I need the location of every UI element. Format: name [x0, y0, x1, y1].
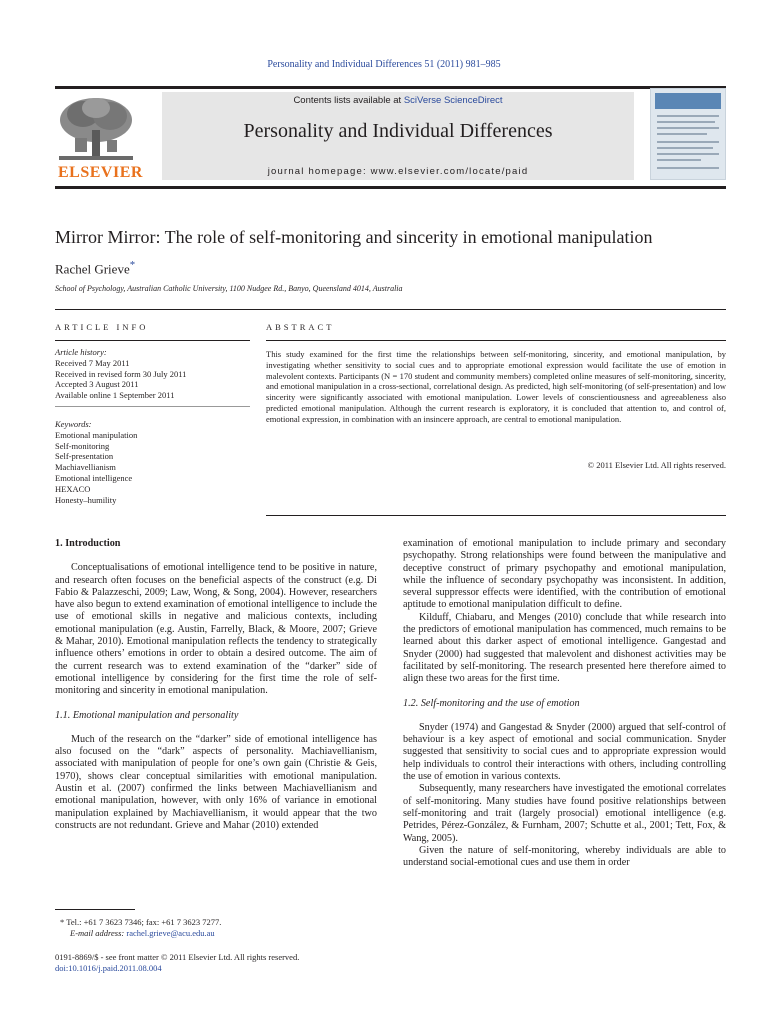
- doi-link[interactable]: doi:10.1016/j.paid.2011.08.004: [55, 963, 162, 973]
- journal-title: Personality and Individual Differences: [243, 120, 553, 142]
- given-paragraph: Given the nature of self-monitoring, whereby individuals are able to understand social-emotional cues and use them in order: [403, 844, 726, 869]
- kilduff-paragraph: Kilduff, Chiabaru, and Menges (2010) conclude that while research into the predictors of emotional manipulation has commenced, much remains to be learned about this darker aspect of emotional intelligence. Gangestad and Snyder (2000) had suggested that malevolent and dishonest activities may be facilitated by self-monitoring. The research presented here therefore aimed to align these two areas for the first time.: [403, 611, 726, 685]
- intro-paragraph: Conceptualisations of emotional intelligence tend to be positive in nature, and research often focuses on the beneficial aspects of the construct (e.g. Di Fabio & Palazzeschi, 2009; Law, Wong, & Song, 2004). However, researchers have also begun to extend examination of emotional intelligence to include the use of emotional skills in negative and malicious contexts, including emotional manipulation (e.g. Austin, Farrelly, Black, & Moore, 2007; Grieve & Mahar, 2010). Emotional manipulation reflects the tendency to strategically influence others’ emotions in order to obtain a desired outcome. The aim of the current research was to extend examination of the “darker” side of emotional intelligence by considering for the first time the role of self-monitoring and sincerity in emotional manipulation.: [55, 562, 377, 697]
- subsection-heading-self-monitoring: 1.2. Self-monitoring and the use of emotion: [403, 697, 580, 709]
- author-footnote-mark[interactable]: *: [129, 259, 136, 271]
- left-body-column: [55, 538, 377, 832]
- footnote-mark: *: [60, 917, 65, 927]
- footnote-tel: Tel.: +61 7 3623 7346; fax: +61 7 3623 7277.: [66, 917, 222, 927]
- journal-citation[interactable]: Personality and Individual Differences 51 (2011) 981–985: [267, 59, 501, 70]
- section-heading-introduction: 1. Introduction: [55, 538, 121, 549]
- keyword-item: Self-monitoring: [55, 440, 110, 451]
- cover-banner: [655, 93, 721, 109]
- keywords-list: [55, 419, 255, 505]
- keyword-item: Self-presentation: [55, 451, 114, 462]
- subsequently-paragraph: Subsequently, many researchers have investigated the emotional correlates of self-monitoring. Many studies have found positive relationships between self-monitoring and trait (largely prosocial) emotional intelligence (e.g. Petrides, Pérez-González, & Furnham, 2007; Schutte et al., 2001; Tett, Fox, & Wang, 2005).: [403, 783, 726, 844]
- abstract-copyright: © 2011 Elsevier Ltd. All rights reserved.: [587, 460, 726, 470]
- keyword-item: HEXACO: [55, 483, 91, 494]
- snyder-paragraph: Snyder (1974) and Gangestad & Snyder (2000) argued that self-control of behaviour is a key aspect of emotional and social communication. Snyder suggested that sensitivity to social cues and to appropriate expression would help individuals to control their interactions with others, including controlling the use of emotion in various contexts.: [403, 721, 726, 783]
- abstract-bottom-rule: [266, 515, 726, 516]
- article-history: [55, 347, 255, 401]
- right-body-column: [403, 538, 726, 869]
- author-affiliation: School of Psychology, Australian Catholic University, 1100 Nudgee Rd., Banyo, Queensland 4014, Australia: [55, 284, 403, 293]
- author-line: [55, 259, 135, 277]
- front-matter-info: [55, 952, 385, 974]
- abstract-rule: [266, 340, 726, 341]
- author-name: Rachel Grieve: [55, 261, 130, 277]
- history-item: Received in revised form 30 July 2011: [55, 368, 187, 379]
- title-separator-rule: [55, 309, 726, 310]
- history-label: Article history:: [55, 347, 107, 357]
- journal-cover-thumbnail: [650, 88, 726, 180]
- history-item: Available online 1 September 2011: [55, 390, 175, 401]
- journal-homepage[interactable]: journal homepage: www.elsevier.com/locate/paid: [267, 166, 529, 177]
- footnote-email-label: E-mail address:: [70, 928, 125, 938]
- history-keywords-divider: [55, 406, 250, 407]
- article-title: Mirror Mirror: The role of self-monitoring and sincerity in emotional manipulation: [55, 227, 653, 247]
- article-info-rule: [55, 340, 250, 341]
- keyword-item: Honesty–humility: [55, 494, 117, 505]
- footnote-email-link[interactable]: rachel.grieve@acu.edu.au: [126, 928, 215, 938]
- subsection-heading-personality: 1.1. Emotional manipulation and personality: [55, 709, 239, 721]
- contents-prefix: Contents lists available at: [293, 95, 404, 106]
- keyword-item: Machiavellianism: [55, 462, 116, 473]
- tree-icon: [55, 94, 137, 164]
- issn-line: 0191-8869/$ - see front matter © 2011 Elsevier Ltd. All rights reserved.: [55, 952, 300, 962]
- elsevier-wordmark: ELSEVIER: [58, 164, 143, 181]
- continuation-paragraph: examination of emotional manipulation to include primary and secondary psychopathy. Strong relationships were found between the manipulative and deceptive construct of primary psychopathy and emotional manipulation, while the influence of secondary psychopathy was inconsistent. In addition, several suppressor effects were identified, with the contribution of emotional aptitude to emotional manipulation difficult to define.: [403, 538, 726, 611]
- header-bottom-rule: [55, 186, 726, 189]
- history-item: Received 7 May 2011: [55, 357, 130, 368]
- elsevier-tree-logo: [55, 94, 137, 164]
- sciencedirect-link[interactable]: SciVerse ScienceDirect: [403, 95, 503, 106]
- header-top-rule: [55, 86, 726, 89]
- abstract-text: This study examined for the first time the relationships between self-monitoring, sincerity, and emotional manipulation, by investigating whether sensitivity to social cues and to appropriate emotional expression would facilitate the use of emotion in malevolent contexts. Participants (N = 170 student and community members) completed online measures of self-monitoring, sincerity, and emotional manipulation in a cross-sectional, correlational design. As predicted, high self-monitoring (of self-presentation) and low sincerity were significantly associated with emotional manipulation. Lower levels of conscientiousness and agreeableness also predicted emotional manipulation. Although the current research is exploratory, it is concluded that attention to, and control of, emotional expression, in combination with an insincere approach, are central to emotional manipulation.: [266, 349, 726, 424]
- keywords-label: Keywords:: [55, 419, 92, 429]
- article-info-heading: ARTICLE INFO: [55, 322, 149, 332]
- author-footnote: [60, 917, 380, 939]
- history-item: Accepted 3 August 2011: [55, 379, 139, 390]
- footnote-rule: [55, 909, 135, 910]
- keyword-item: Emotional intelligence: [55, 472, 133, 483]
- abstract-heading: ABSTRACT: [266, 322, 335, 332]
- keyword-item: Emotional manipulation: [55, 429, 138, 440]
- personality-paragraph: Much of the research on the “darker” side of emotional intelligence has also focused on the “dark” aspects of personality. Machiavellianism, associated with manipulation of people for one’s own gain (Christie & Geis, 1970), shows clear conceptual similarities with emotional manipulation. Austin et al. (2007) confirmed the links between Machiavellianism and emotional manipulation, however, with only 16% of variance in emotional manipulation explained by Machiavellianism, it would appear that the two constructs are not redundant. Grieve and Mahar (2010) extended: [55, 733, 377, 831]
- contents-available-line: [162, 95, 634, 106]
